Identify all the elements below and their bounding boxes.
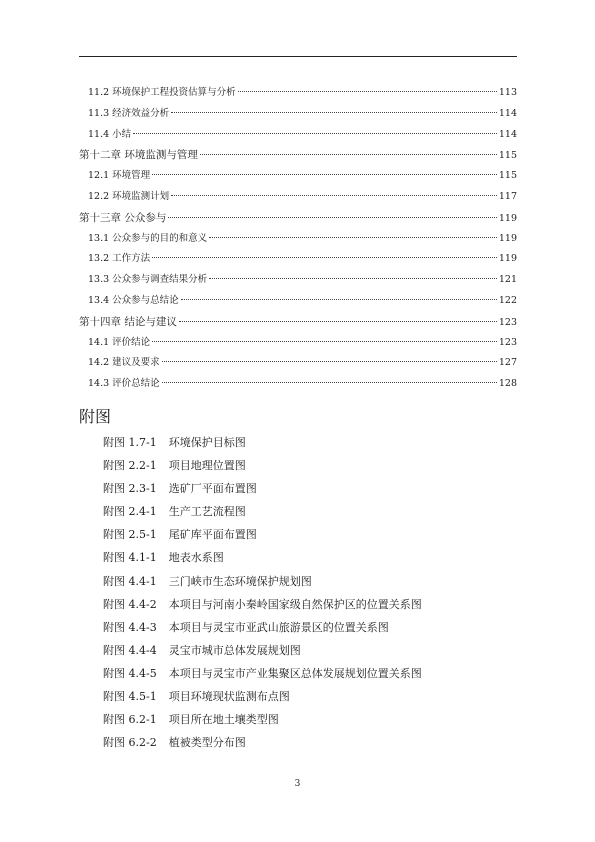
appendix-item-code: 附图 2.5-1	[103, 528, 157, 542]
toc-entry-page: 114	[498, 107, 517, 119]
appendix-item-code: 附图 6.2-1	[103, 713, 157, 727]
toc-leader-dots	[162, 361, 497, 362]
toc-entry-label: 第十二章 环境监测与管理	[79, 149, 198, 162]
toc-entry-page: 114	[498, 128, 517, 140]
toc-entry[interactable]	[79, 104, 517, 125]
toc-entry[interactable]	[79, 270, 517, 291]
appendix-item-title: 尾矿库平面布置图	[168, 528, 257, 542]
toc-entry[interactable]	[79, 187, 517, 208]
toc-entry[interactable]	[79, 291, 517, 312]
appendix-item	[103, 523, 422, 546]
appendix-item-title: 本项目与灵宝市亚武山旅游景区的位置关系图	[168, 620, 389, 634]
appendix-item-title: 灵宝市城市总体发展规划图	[168, 643, 301, 657]
appendix-item-code: 附图 2.3-1	[103, 482, 157, 496]
toc-entry-page: 119	[498, 232, 517, 244]
toc-entry[interactable]	[79, 353, 517, 374]
toc-entry-page: 115	[498, 170, 517, 182]
appendix-item	[103, 708, 422, 731]
toc-entry-page: 119	[498, 253, 517, 265]
toc-entry-page: 117	[498, 190, 517, 202]
appendix-list	[103, 431, 422, 754]
appendix-title: 附图	[79, 407, 112, 426]
toc-entry[interactable]	[79, 333, 517, 354]
appendix-item-title: 环境保护目标图	[168, 436, 246, 449]
appendix-item-code: 附图 1.7-1	[103, 436, 157, 449]
appendix-item-code: 附图 2.4-1	[103, 505, 157, 519]
toc-entry-page: 127	[498, 357, 517, 369]
appendix-item	[103, 731, 422, 754]
appendix-item-title: 项目所在地土壤类型图	[168, 713, 279, 727]
toc-entry-page: 119	[498, 212, 517, 224]
toc-entry[interactable]	[79, 229, 517, 250]
appendix-item-title: 地表水系图	[168, 551, 224, 565]
toc-entry[interactable]	[79, 249, 517, 270]
toc-entry[interactable]	[79, 312, 517, 333]
toc-leader-dots	[209, 278, 497, 279]
appendix-item	[103, 500, 422, 523]
appendix-item-code: 附图 4.4-4	[103, 643, 157, 657]
appendix-item	[103, 454, 422, 477]
appendix-item	[103, 639, 422, 662]
appendix-item-code: 附图 4.4-3	[103, 620, 157, 634]
toc-leader-dots	[181, 299, 497, 300]
toc-leader-dots	[162, 382, 497, 383]
toc-entry-label: 13.3 公众参与调查结果分析	[88, 274, 208, 286]
appendix-item-title: 植被类型分布图	[168, 736, 246, 750]
page-number: 3	[294, 779, 301, 789]
toc-entry-label: 14.2 建议及要求	[88, 357, 160, 369]
appendix-item-code: 附图 4.4-2	[103, 597, 157, 611]
toc-entry-label: 14.1 评价结论	[88, 336, 151, 348]
toc-entry-label: 14.3 评价总结论	[88, 378, 160, 390]
appendix-item	[103, 431, 422, 454]
toc-leader-dots	[200, 154, 497, 155]
appendix-item-code: 附图 4.4-5	[103, 666, 157, 680]
toc-entry-page: 115	[498, 150, 517, 162]
appendix-item-title: 三门峡市生态环境保护规划图	[168, 574, 312, 588]
appendix-item-title: 生产工艺流程图	[168, 505, 246, 519]
toc-entry[interactable]	[79, 374, 517, 395]
toc-entry-page: 121	[498, 274, 517, 286]
toc-entry-page: 128	[498, 378, 517, 390]
toc-entry-label: 13.2 工作方法	[88, 253, 151, 265]
toc-leader-dots	[152, 174, 497, 175]
appendix-item	[103, 546, 422, 569]
toc-entry[interactable]	[79, 125, 517, 146]
toc-entry[interactable]	[79, 208, 517, 229]
toc-leader-dots	[238, 91, 497, 92]
appendix-item-title: 本项目与河南小秦岭国家级自然保护区的位置关系图	[168, 597, 422, 611]
toc-leader-dots	[171, 195, 497, 196]
appendix-item	[103, 593, 422, 616]
toc-entry-label: 13.1 公众参与的目的和意义	[88, 232, 208, 244]
appendix-item-title: 本项目与灵宝市产业集聚区总体发展规划位置关系图	[168, 666, 422, 680]
appendix-item-code: 附图 2.2-1	[103, 459, 157, 473]
appendix-item	[103, 662, 422, 685]
toc-entry-page: 123	[498, 316, 517, 328]
toc-entry-label: 12.2 环境监测计划	[88, 190, 170, 202]
toc-leader-dots	[171, 112, 497, 113]
toc-entry-label: 11.3 经济效益分析	[88, 107, 170, 119]
toc-leader-dots	[152, 257, 497, 258]
toc-entry-label: 13.4 公众参与总结论	[88, 294, 179, 306]
appendix-item-title: 选矿厂平面布置图	[168, 482, 257, 496]
toc-leader-dots	[179, 321, 497, 322]
appendix-item	[103, 570, 422, 593]
appendix-item	[103, 477, 422, 500]
toc-entry-page: 123	[498, 336, 517, 348]
toc-leader-dots	[152, 341, 497, 342]
appendix-item	[103, 616, 422, 639]
appendix-item-code: 附图 4.1-1	[103, 551, 157, 565]
appendix-item-code: 附图 4.4-1	[103, 574, 157, 588]
appendix-item	[103, 685, 422, 708]
toc-entry-label: 11.4 小结	[88, 128, 132, 140]
toc-entry[interactable]	[79, 145, 517, 166]
toc-entry[interactable]	[79, 83, 517, 104]
toc-entry-page: 113	[498, 87, 517, 98]
toc-leader-dots	[168, 217, 497, 218]
appendix-item-code: 附图 6.2-2	[103, 736, 157, 750]
header-rule	[79, 56, 517, 57]
toc-leader-dots	[133, 133, 497, 134]
toc-entry-label: 第十四章 结论与建议	[79, 315, 177, 328]
appendix-item-title: 项目环境现状监测布点图	[168, 690, 290, 704]
toc-entry[interactable]	[79, 166, 517, 187]
toc-entry-label: 11.2 环境保护工程投资估算与分析	[88, 87, 236, 98]
table-of-contents	[79, 83, 517, 395]
toc-leader-dots	[209, 237, 497, 238]
toc-entry-page: 122	[498, 294, 517, 306]
toc-entry-label: 12.1 环境管理	[88, 170, 151, 182]
toc-entry-label: 第十三章 公众参与	[79, 211, 167, 224]
appendix-item-code: 附图 4.5-1	[103, 690, 157, 704]
appendix-item-title: 项目地理位置图	[168, 459, 246, 473]
